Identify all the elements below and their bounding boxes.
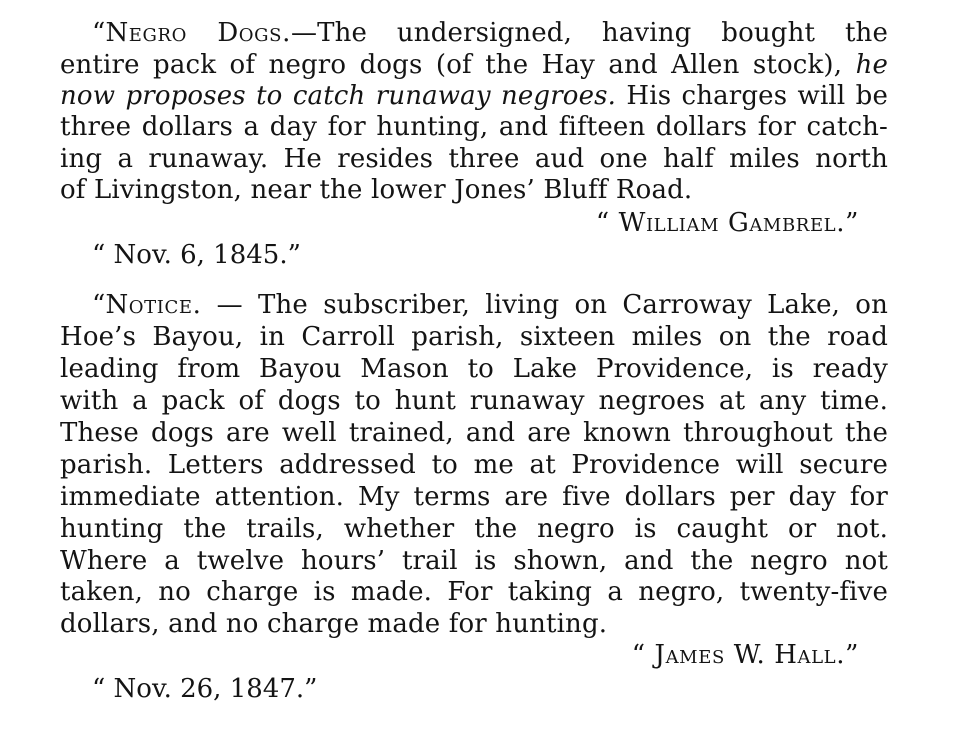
advert-1-line-1 xyxy=(92,18,888,49)
advert-1-text: His charges will be xyxy=(616,81,889,111)
advert-2-line-9: Where a twelve hours’ trail is shown, and the negro not xyxy=(60,546,888,576)
advert-1-line-2 xyxy=(60,50,888,81)
advert-2-line-6: parish. Letters addressed to me at Providence will secure xyxy=(60,450,888,480)
advert-2-line-1 xyxy=(92,290,888,321)
open-quote: “ xyxy=(92,290,106,320)
advert-1-line-4: three dollars a day for hunting, and fifteen dollars for catch- xyxy=(60,112,888,142)
em-dash: — xyxy=(290,18,318,48)
advert-1-line-5: ing a runaway. He resides three aud one half miles north xyxy=(60,144,888,174)
advert-2-date: “ Nov. 26, 1847.” xyxy=(92,674,318,704)
advert-2-text: The subscriber, living on Carroway Lake, on xyxy=(258,290,888,320)
advert-1-text: The undersigned, having bought the xyxy=(317,18,888,48)
signature-text: “ William Gambrel.” xyxy=(595,208,859,238)
advert-1-signature xyxy=(596,208,859,239)
advert-1-line-6: of Livingston, near the lower Jones’ Bluff Road. xyxy=(60,175,693,205)
advert-1-heading: Negro Dogs. xyxy=(105,18,291,48)
advert-2-line-4: with a pack of dogs to hunt runaway negroes at any time. xyxy=(60,386,888,416)
advert-1-date: “ Nov. 6, 1845.” xyxy=(92,240,301,270)
advert-2-line-3: leading from Bayou Mason to Lake Providence, is ready xyxy=(60,354,888,384)
advert-2-line-5: These dogs are well trained, and are known throughout the xyxy=(60,418,888,448)
em-dash: — xyxy=(201,290,259,320)
advert-2-line-8: hunting the trails, whether the negro is caught or not. xyxy=(60,514,888,544)
advert-1-text: entire pack of negro dogs (of the Hay and Allen stock), xyxy=(60,50,856,80)
open-quote: “ xyxy=(92,18,106,48)
advert-2-heading: Notice. xyxy=(105,290,202,320)
advert-2-signature xyxy=(632,640,859,671)
advert-2-line-10: taken, no charge is made. For taking a negro, twenty-five xyxy=(60,577,888,607)
advert-1-line-3 xyxy=(60,81,888,112)
advert-2-line-11: dollars, and no charge made for hunting. xyxy=(60,609,608,639)
advert-2-line-7: immediate attention. My terms are five dollars per day for xyxy=(60,482,888,512)
advert-1-italic: now proposes to catch runaway negroes. xyxy=(60,81,617,111)
advert-2-line-2: Hoe’s Bayou, in Carroll parish, sixteen miles on the road xyxy=(60,322,888,352)
signature-text: “ James W. Hall.” xyxy=(631,640,859,670)
advert-1-italic: he xyxy=(855,50,888,80)
